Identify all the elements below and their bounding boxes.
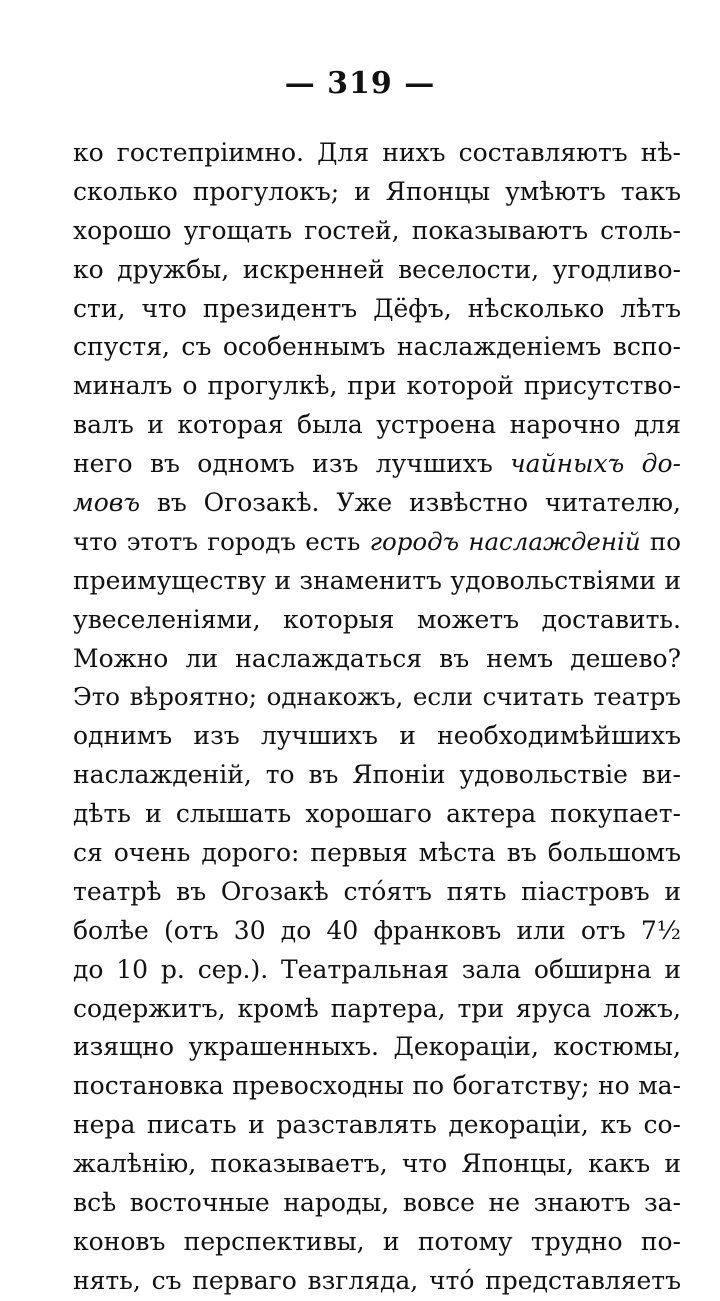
body-text	[73, 134, 681, 1301]
text-line	[73, 1262, 681, 1301]
text-segment: дѣть и слышать хорошаго актера покупает-	[73, 799, 681, 829]
text-line	[73, 562, 681, 601]
text-segment: по	[640, 526, 681, 556]
text-segment: до 10 р. сер.). Театральная зала обширна и	[73, 954, 681, 984]
text-line	[73, 912, 681, 951]
text-segment: постановка превосходны по богатству; но ма-	[73, 1071, 681, 1101]
text-segment: болѣе (отъ 30 до 40 франковъ или отъ 7½	[73, 915, 681, 945]
text-segment: ся очень дорого: первыя мѣста въ большомъ	[73, 838, 681, 868]
text-segment: жалѣнію, показываетъ, что Японцы, какъ и	[73, 1149, 681, 1179]
text-line	[73, 601, 681, 640]
text-line	[73, 173, 681, 212]
text-line	[73, 834, 681, 873]
text-line	[73, 1067, 681, 1106]
page-number: — 319 —	[284, 66, 436, 101]
italic-segment: мовъ	[73, 488, 140, 518]
text-segment: Это вѣроятно; однакожъ, если считать театръ	[73, 682, 681, 712]
text-line	[73, 873, 681, 912]
text-segment: что этотъ городъ есть	[73, 526, 370, 556]
text-segment: театрѣ въ Огозакѣ стóятъ пять піастровъ и	[73, 876, 681, 906]
text-segment: всѣ восточные народы, вовсе не знаютъ за-	[73, 1188, 681, 1218]
text-segment: изящно украшенныхъ. Декораціи, костюмы,	[73, 1032, 681, 1062]
text-segment: коновъ перспективы, и потому трудно по-	[73, 1226, 681, 1256]
text-line	[73, 367, 681, 406]
text-segment: нять, съ перваго взгляда, чтó представляетъ	[73, 1265, 681, 1295]
text-line	[73, 290, 681, 329]
text-segment: увеселеніями, которыя можетъ доставить.	[73, 604, 681, 634]
text-line	[73, 640, 681, 679]
text-segment: нера писать и разставлять декораціи, къ со-	[73, 1110, 681, 1140]
text-line	[73, 212, 681, 251]
text-line	[73, 1106, 681, 1145]
text-segment: содержитъ, кромѣ партера, три яруса ложъ,	[73, 993, 681, 1023]
text-line	[73, 678, 681, 717]
italic-segment: чайныхъ до-	[510, 449, 681, 479]
text-line	[73, 1184, 681, 1223]
text-segment: валъ и которая была устроена нарочно для	[73, 410, 681, 440]
text-line	[73, 406, 681, 445]
text-segment: спустя, съ особеннымъ наслажденіемъ вспо-	[73, 332, 681, 362]
text-segment: ко дружбы, искренней веселости, угодливо-	[73, 254, 681, 284]
text-line	[73, 795, 681, 834]
text-line	[73, 1145, 681, 1184]
text-line	[73, 251, 681, 290]
text-line	[73, 523, 681, 562]
text-segment: хорошо угощать гостей, показываютъ столь-	[73, 215, 681, 245]
text-line	[73, 1028, 681, 1067]
text-segment: преимуществу и знаменитъ удовольствіями и	[73, 565, 681, 595]
text-segment: сколько прогулокъ; и Японцы умѣютъ такъ	[73, 176, 681, 206]
text-segment: ко гостепріимно. Для нихъ составляютъ нѣ-	[73, 138, 681, 167]
text-line	[73, 951, 681, 990]
text-segment: однимъ изъ лучшихъ и необходимѣйшихъ	[73, 721, 681, 751]
text-line	[73, 134, 681, 173]
text-segment: въ Огозакѣ. Уже извѣстно читателю,	[140, 488, 681, 518]
text-line	[73, 445, 681, 484]
text-line	[73, 990, 681, 1029]
text-line	[73, 756, 681, 795]
text-line	[73, 1223, 681, 1262]
text-line	[73, 484, 681, 523]
text-segment: Можно ли наслаждаться въ немъ дешево?	[73, 643, 681, 673]
italic-segment: городъ наслажденій	[369, 526, 641, 556]
text-line	[73, 328, 681, 367]
text-segment: миналъ о прогулкѣ, при которой присутство-	[73, 371, 681, 401]
text-segment: сти, что президентъ Дёфъ, нѣсколько лѣтъ	[73, 293, 681, 323]
text-line	[73, 717, 681, 756]
text-segment: него въ одномъ изъ лучшихъ	[73, 449, 511, 479]
text-segment: наслажденій, то въ Японіи удовольствіе ви-	[73, 760, 681, 790]
